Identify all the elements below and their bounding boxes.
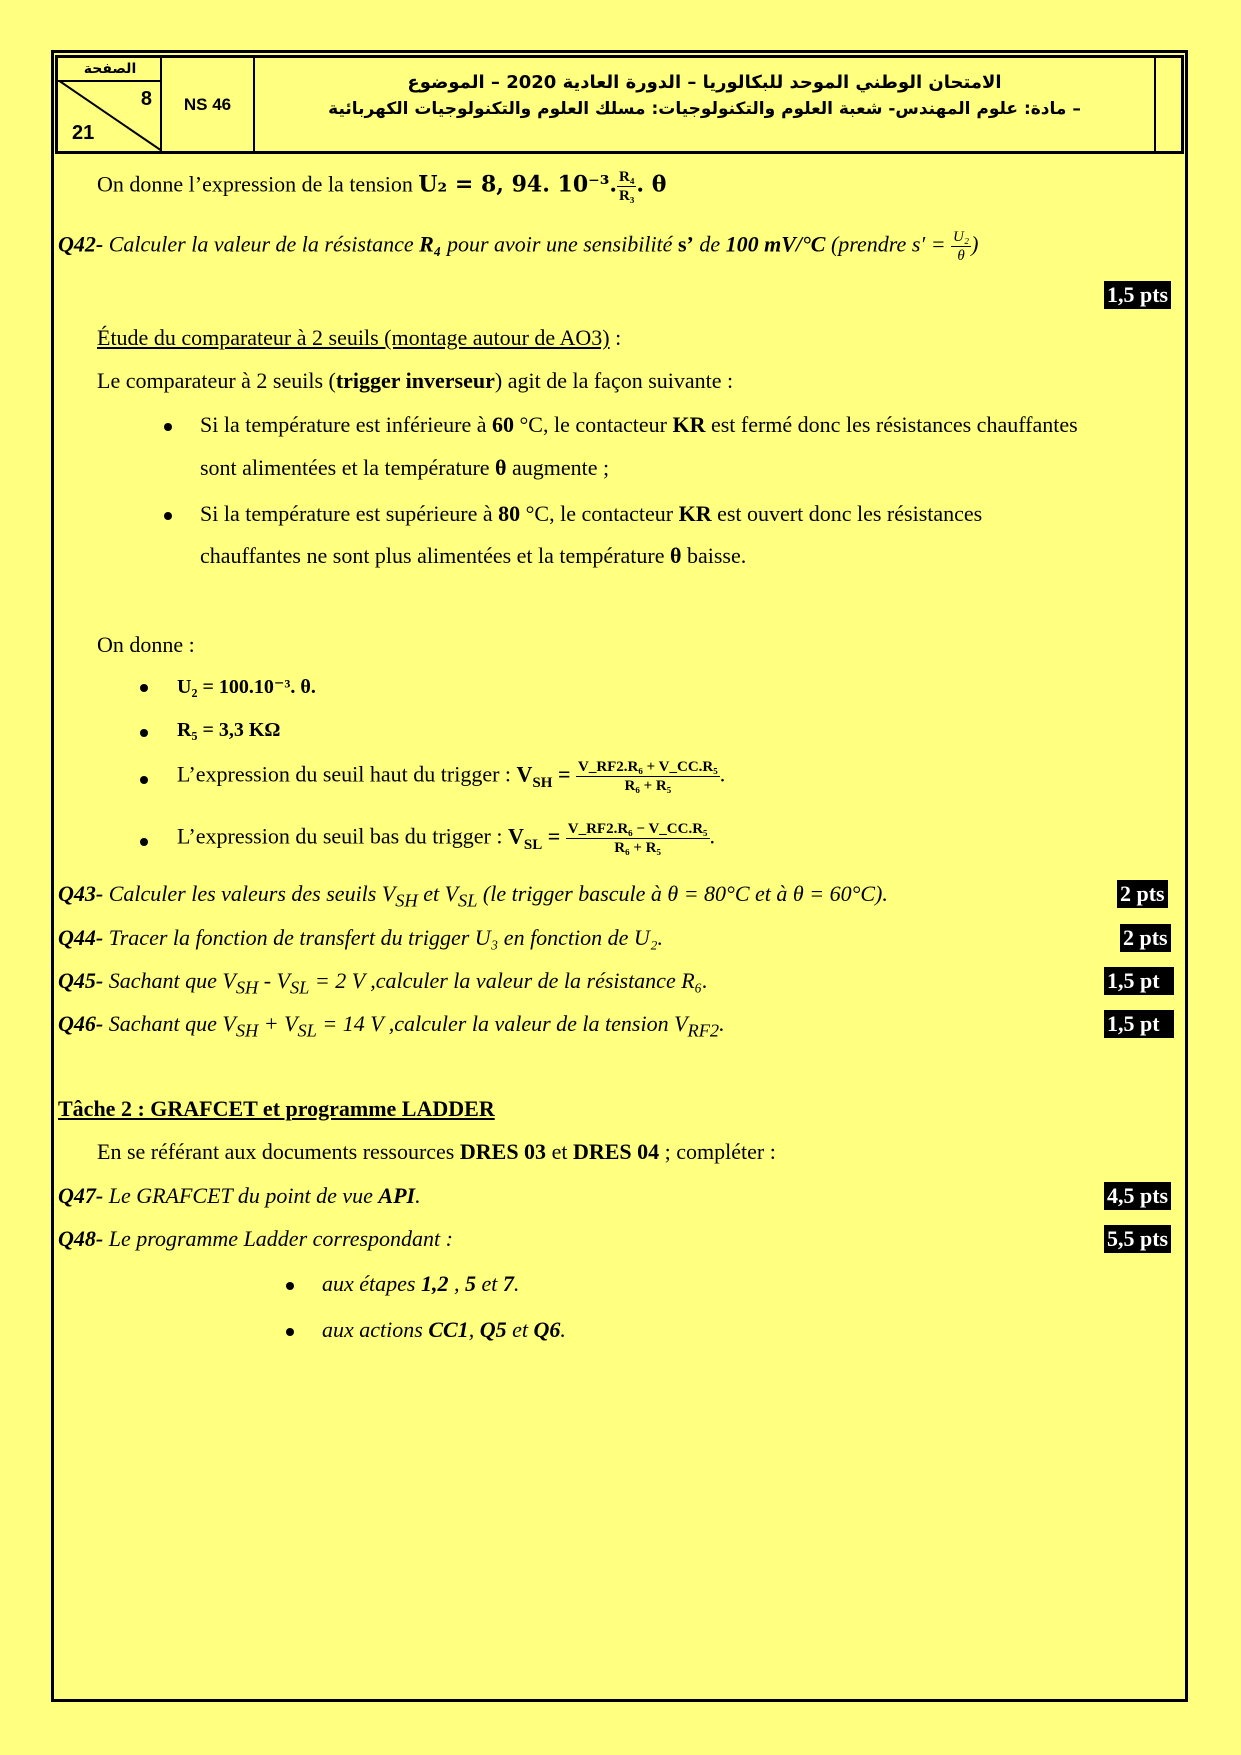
- b2d: Q5: [479, 1317, 507, 1342]
- q43-sub1: SH: [395, 890, 418, 911]
- page-label: الصفحة: [58, 58, 162, 82]
- b2-a: Si la température est supérieure à: [200, 501, 499, 526]
- page-total: 21: [72, 122, 95, 144]
- exam-title: [255, 58, 1156, 151]
- q48-bullet-actions: [322, 1317, 566, 1343]
- exam-code: NS 46: [162, 58, 255, 151]
- q47-api: API: [378, 1183, 416, 1208]
- formula-lhs: U₂ = 8, 94. 10⁻³.: [418, 171, 618, 198]
- b1-kr: KR: [672, 412, 706, 437]
- b2e: et: [506, 1317, 534, 1342]
- vsh-den: R₆ + R₅: [624, 778, 672, 794]
- b2-b: °C, le contacteur: [520, 501, 679, 526]
- q45-sub2: SL: [289, 977, 310, 998]
- b1c: ,: [448, 1271, 465, 1296]
- q45-points: 1,5 pt: [1104, 967, 1174, 995]
- q44-text: Tracer la fonction de transfert du trigger U₃ en fonction de U₂.: [103, 925, 663, 950]
- q48-label: Q48-: [58, 1226, 104, 1251]
- q45-text: Sachant que V: [103, 968, 236, 993]
- t2-intro-c: ; compléter :: [659, 1139, 776, 1164]
- given-vsh: L’expression du seuil haut du trigger : $V_{SH}$ = $\frac{\text{V\_RF2.R₆ + V\_CC.R₅}}{\text{R₆ + R₅}}$ .: [177, 759, 726, 794]
- bullet1-line1: [200, 412, 1078, 438]
- b1e: et: [475, 1271, 503, 1296]
- vsl-lhs: V: [507, 823, 524, 849]
- b1d: 5: [464, 1271, 476, 1296]
- bullet-dot: [286, 1282, 294, 1290]
- bullet-dot: [140, 776, 148, 784]
- comparator-intro-bold: trigger inverseur: [335, 368, 495, 393]
- t2-intro-a: En se référant aux documents ressources: [97, 1139, 460, 1164]
- q42-text-d: (prendre s′ =: [825, 231, 952, 257]
- bullet2-line2: [200, 543, 746, 569]
- b2-l2b: baisse.: [681, 543, 747, 568]
- bullet-dot: [140, 729, 148, 737]
- b1a: aux étapes: [322, 1271, 421, 1296]
- exam-title-line1: الامتحان الوطني الموحد للبكالوريا – الدورة العادية 2020 – الموضوع: [407, 72, 1002, 93]
- q42-text-b: pour avoir une sensibilité: [441, 231, 678, 257]
- b1-a: Si la température est inférieure à: [200, 412, 492, 437]
- b1-l2b: augmente ;: [506, 455, 610, 480]
- q46-sub2: SL: [297, 1020, 317, 1041]
- b2-l2a: chauffantes ne sont plus alimentées et la température: [200, 543, 670, 568]
- exam-title-line2: – مادة: علوم المهندس- شعبة العلوم والتكنولوجيات: مسلك العلوم والتكنولوجيات الكهربائية: [328, 99, 1081, 119]
- bullet-dot: [140, 838, 148, 846]
- b1f: 7: [502, 1271, 514, 1296]
- bullet2-line1: [200, 501, 982, 527]
- q48-text: Le programme Ladder correspondant :: [103, 1226, 453, 1251]
- q42-text-e: ): [971, 231, 979, 257]
- page-number: 8: [140, 88, 152, 110]
- q46-sub3: RF2: [687, 1020, 720, 1041]
- b2-theta: θ: [669, 543, 682, 568]
- q43-points: 2 pts: [1117, 880, 1168, 908]
- comparator-intro-a: Le comparateur à 2 seuils (: [97, 368, 336, 393]
- u2-expression: [97, 168, 666, 205]
- page-frame: [51, 50, 1188, 1702]
- q46-sub1: SH: [235, 1020, 259, 1041]
- b2f: Q6: [533, 1317, 561, 1342]
- q44-points: 2 pts: [1120, 924, 1171, 952]
- r4-r3-fraction: [617, 168, 636, 205]
- comparator-heading: Étude du comparateur à 2 seuils (montage autour de AO3): [97, 325, 610, 350]
- t2-dres4: DRES 04: [572, 1139, 660, 1164]
- q46-text: Sachant que V: [103, 1011, 236, 1036]
- q43-text: Calculer les valeurs des seuils V: [103, 881, 396, 906]
- q45-mid: - V: [258, 968, 290, 993]
- q45-label: Q45-: [58, 968, 104, 993]
- task2-heading: Tâche 2 : GRAFCET et programme LADDER: [58, 1096, 495, 1121]
- question-q44: [58, 925, 663, 951]
- b2g: .: [560, 1317, 566, 1342]
- vsl-den: R₆ + R₅: [614, 840, 661, 856]
- q43-mid: et V: [417, 881, 459, 906]
- vsl-num: V_RF2.R₆ − V_CC.R₅: [567, 821, 708, 837]
- b1-c: est fermé donc les résistances chauffantes: [705, 412, 1078, 437]
- comparator-heading-line: [97, 325, 621, 351]
- b1-l2a: sont alimentées et la température: [200, 455, 496, 480]
- comparator-intro-b: ) agit de la façon suivante :: [494, 368, 734, 393]
- page-number-box: [58, 58, 162, 151]
- intro-text: On donne l’expression de la tension: [97, 171, 419, 197]
- q47-text: Le GRAFCET du point de vue: [103, 1183, 379, 1208]
- bullet-dot: [140, 684, 148, 692]
- vsh-num: V_RF2.R₆ + V_CC.R₅: [577, 759, 718, 775]
- frac-num: R₄: [619, 169, 635, 185]
- q48-points: 5,5 pts: [1104, 1225, 1171, 1253]
- vsh-sub: SH: [532, 774, 553, 791]
- comparator-heading-suffix: :: [609, 325, 622, 350]
- b2-c: est ouvert donc les résistances: [711, 501, 983, 526]
- b1g: .: [513, 1271, 520, 1296]
- b1b: 1,2: [420, 1271, 449, 1296]
- bullet-dot: [164, 423, 172, 431]
- question-q42: [58, 228, 978, 265]
- q42-r4: R₄: [419, 231, 442, 257]
- vsl-sub: SL: [523, 836, 543, 853]
- question-q43: [58, 881, 888, 911]
- b2-v: 80: [498, 501, 521, 526]
- q42-points: 1,5 pts: [1104, 281, 1171, 309]
- question-q48: [58, 1226, 453, 1252]
- b1-v: 60: [491, 412, 514, 437]
- bullet-dot: [164, 512, 172, 520]
- q42-text-a: Calculer la valeur de la résistance: [103, 231, 420, 257]
- q47-points: 4,5 pts: [1104, 1182, 1171, 1210]
- q45-tail: = 2 V ,calculer la valeur de la résistance R₆.: [309, 968, 708, 993]
- q43-tail: (le trigger bascule à θ = 80°C et à θ = 60°C).: [477, 881, 888, 906]
- q44-label: Q44-: [58, 925, 104, 950]
- exam-header: [55, 55, 1184, 154]
- q42-s: s’: [677, 231, 694, 257]
- vsh-text: L’expression du seuil haut du trigger :: [177, 761, 517, 787]
- question-q46: [58, 1011, 725, 1041]
- question-q45: [58, 968, 708, 998]
- q42-value: 100 mV/°C: [725, 231, 826, 257]
- given-u2: U₂ = 100.10⁻³. θ.: [177, 676, 316, 698]
- b2b: CC1: [428, 1317, 469, 1342]
- b2c: ,: [468, 1317, 480, 1342]
- q45-sub1: SH: [235, 977, 259, 998]
- vsl-fraction: [566, 820, 710, 857]
- q46-mid: + V: [258, 1011, 298, 1036]
- t2-intro-b: et: [546, 1139, 573, 1164]
- frac-den: R₃: [619, 188, 635, 204]
- given-vsl: L’expression du seuil bas du trigger : $V_{SL}$ = $\frac{\text{V\_RF2.R₆ − V\_CC.R₅}}{\text{R₆ + R₅}}$ .: [177, 821, 716, 856]
- bullet-dot: [286, 1328, 294, 1336]
- q42-text-c: de: [693, 231, 726, 257]
- q46-end: .: [719, 1011, 725, 1036]
- b1-theta: θ: [495, 455, 507, 480]
- q43-label: Q43-: [58, 881, 104, 906]
- vsh-fraction: [576, 758, 720, 795]
- vsl-text: L’expression du seuil bas du trigger :: [177, 823, 508, 849]
- question-q47: [58, 1183, 421, 1209]
- q47-end: .: [415, 1183, 421, 1208]
- q42-frac-den: θ: [957, 248, 965, 264]
- bullet1-line2: [200, 455, 609, 481]
- given-label: On donne :: [97, 632, 195, 657]
- empty-cell: [1156, 58, 1181, 151]
- formula-rhs: . θ: [636, 171, 667, 198]
- q42-frac-num: U₂: [953, 229, 970, 245]
- q48-bullet-steps: [322, 1271, 519, 1297]
- q46-label: Q46-: [58, 1011, 104, 1036]
- b2a: aux actions: [322, 1317, 429, 1342]
- b1-b: °C, le contacteur: [513, 412, 673, 437]
- q42-label: Q42-: [58, 231, 104, 257]
- q42-fraction: [951, 228, 971, 265]
- given-r5: R₅ = 3,3 KΩ: [177, 719, 281, 741]
- vsh-lhs: V: [516, 761, 533, 787]
- comparator-intro: [97, 368, 733, 394]
- q46-tail: = 14 V ,calculer la valeur de la tension V: [316, 1011, 688, 1036]
- b2-kr: KR: [678, 501, 712, 526]
- q43-sub2: SL: [458, 890, 478, 911]
- task2-intro: [97, 1139, 776, 1165]
- q47-label: Q47-: [58, 1183, 104, 1208]
- t2-dres3: DRES 03: [459, 1139, 547, 1164]
- q46-points: 1,5 pt: [1104, 1010, 1174, 1038]
